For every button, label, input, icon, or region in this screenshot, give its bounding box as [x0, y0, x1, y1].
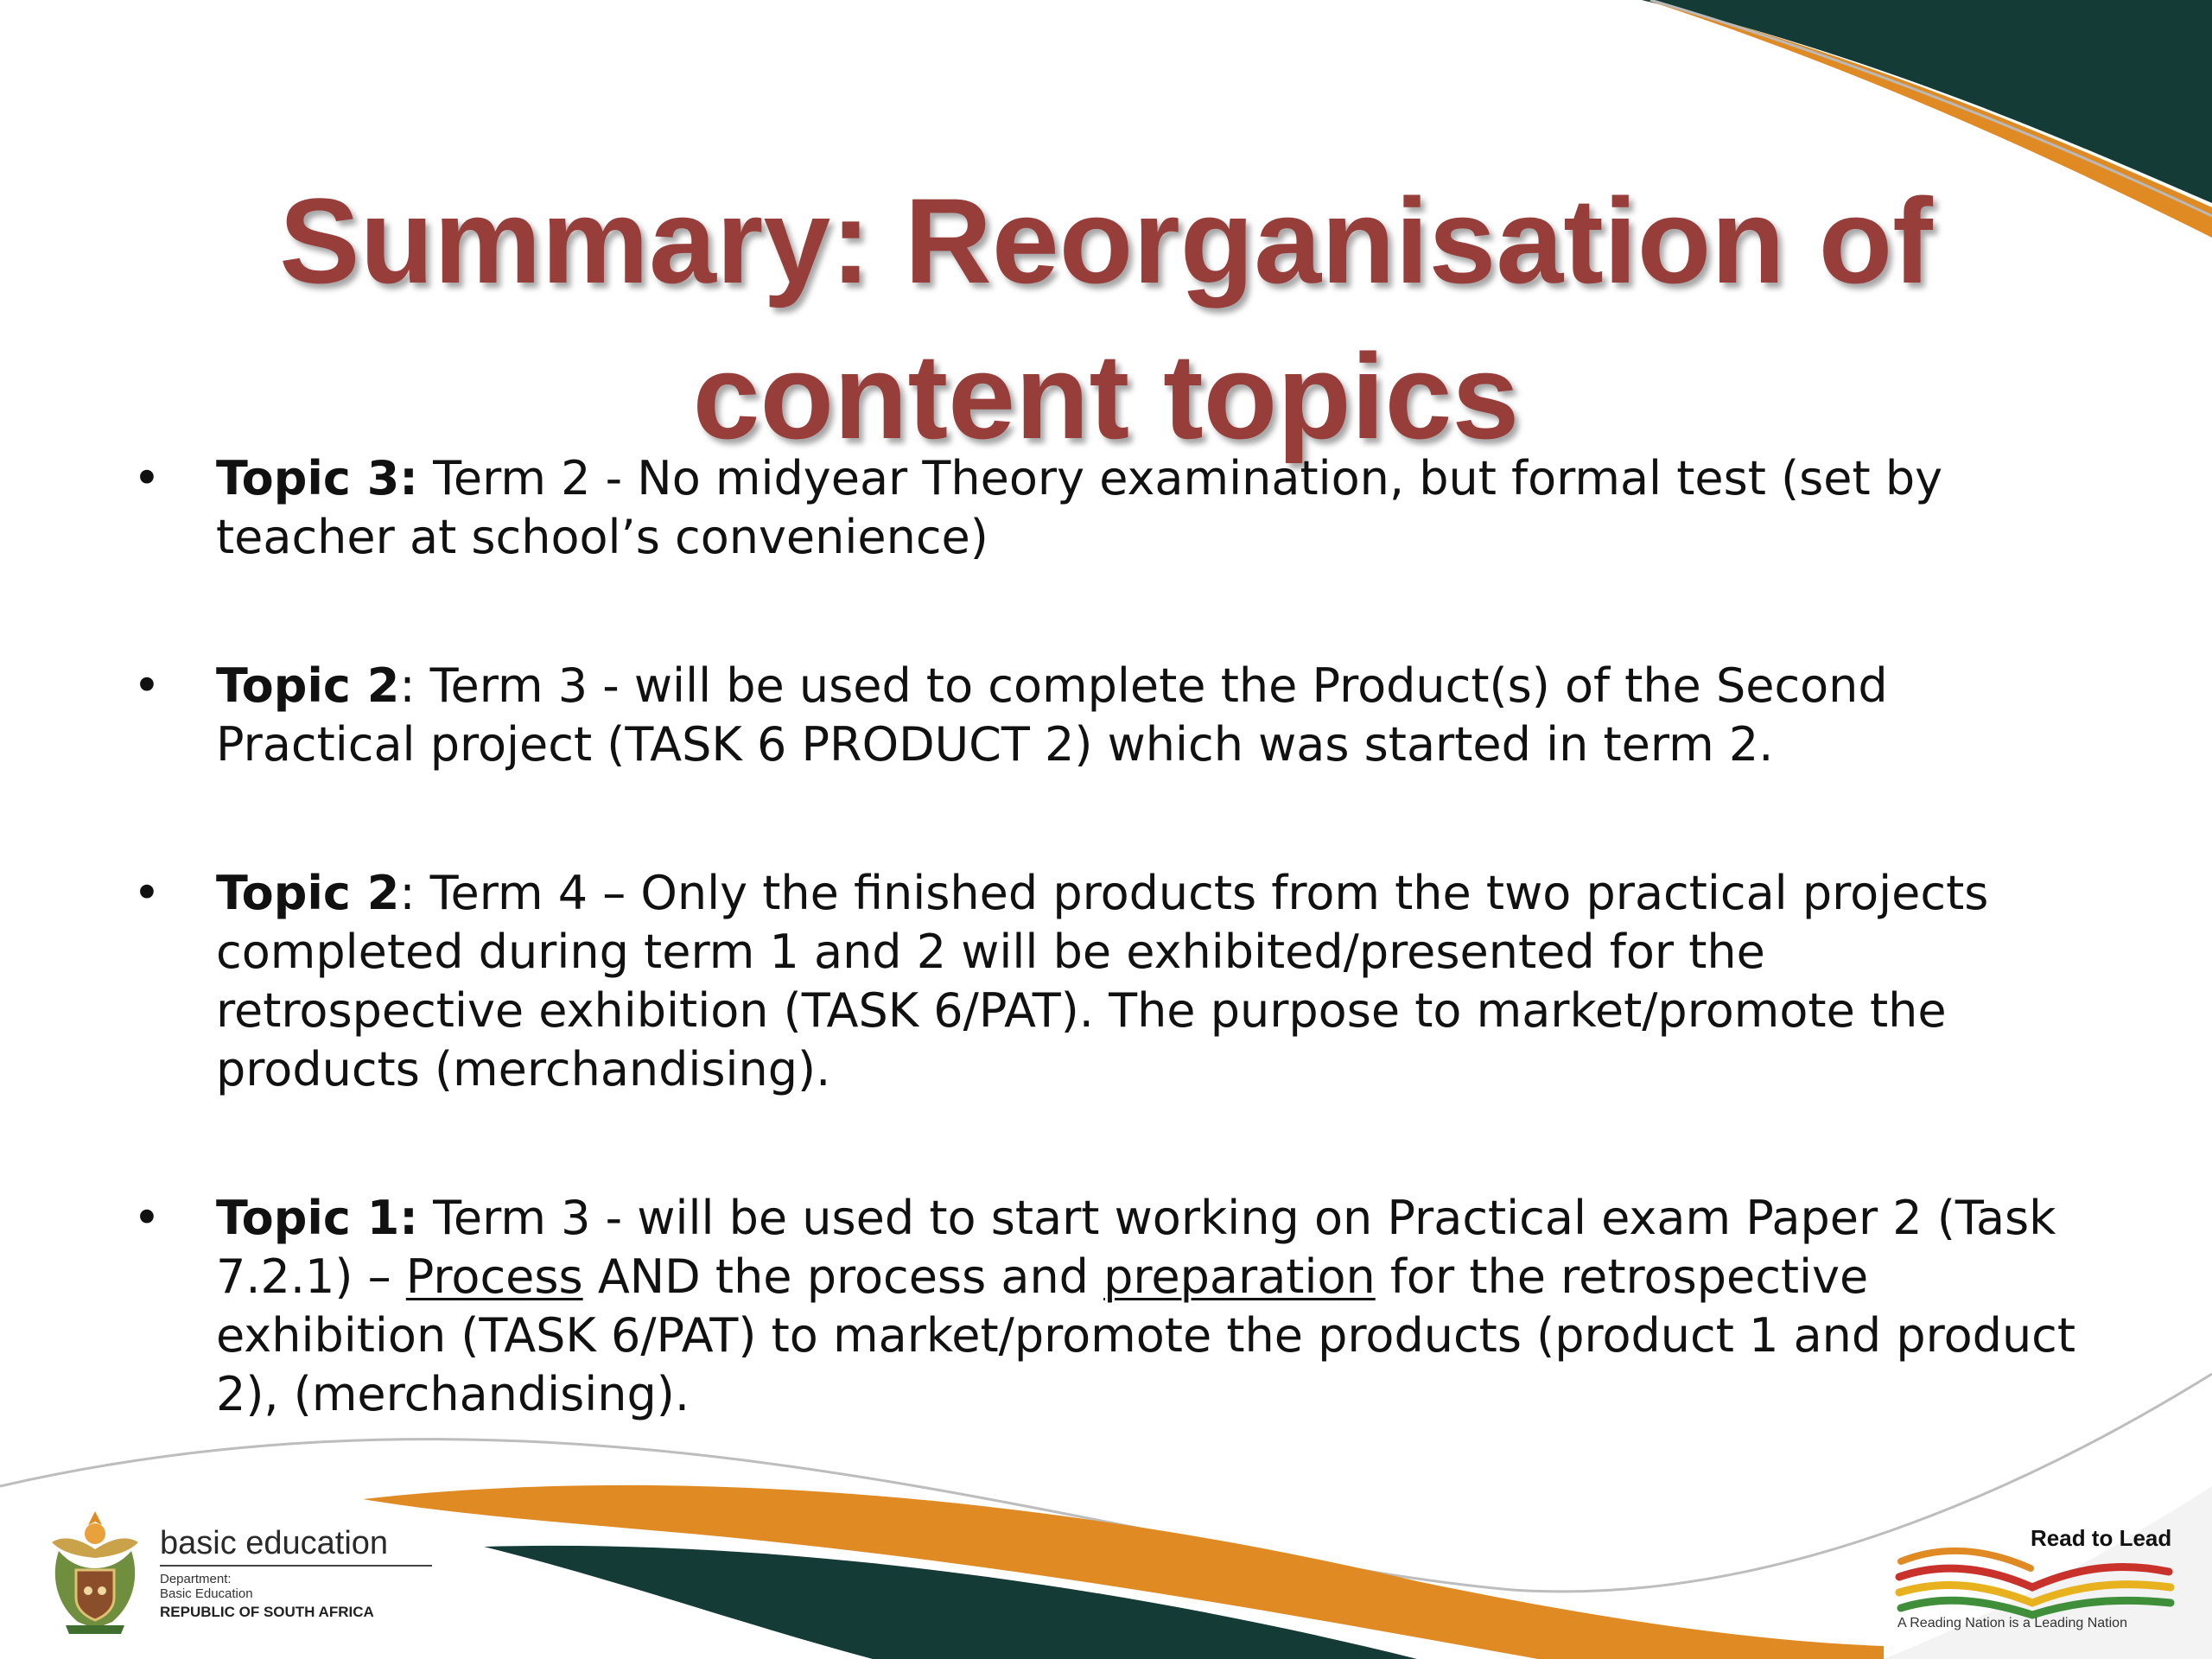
- department-line-1: Department:: [160, 1572, 232, 1586]
- bullet-text: : Term 4 – Only the finished products from the two practical projects completed during term 1 and 2 will be exhibited/presented for the retrospective exhibition (TASK 6/PAT). The purpose to market/promote the products (merchandising).: [216, 866, 1989, 1096]
- bullet-label: Topic 3:: [216, 451, 418, 505]
- divider: [160, 1565, 432, 1567]
- bullet-topic-2-term-4: [130, 864, 2082, 1099]
- read-to-lead-logo: [1892, 1508, 2186, 1637]
- bullet-label: Topic 1:: [216, 1191, 418, 1245]
- title-line-2: content topics: [692, 327, 1520, 464]
- country-name: REPUBLIC OF SOUTH AFRICA: [160, 1604, 374, 1620]
- department-line-2: Basic Education: [160, 1586, 253, 1601]
- slide-title: [173, 163, 2039, 474]
- bullet-topic-3-term-2: [130, 449, 2082, 567]
- department-lines: [160, 1572, 253, 1601]
- bullet-text: Term 3 - will be used to start working on Practical exam Paper 2 (Task 7.2.1) –: [216, 1191, 2056, 1304]
- bullet-text: : Term 3 - will be used to complete the Product(s) of the Second Practical project (TASK 6 PRODUCT 2) which was started in term 2.: [216, 658, 1888, 772]
- coat-of-arms-icon: [43, 1508, 147, 1637]
- bullet-label: Topic 2: [216, 658, 400, 713]
- read-to-lead-name: Read to Lead: [2031, 1525, 2172, 1551]
- bullet-text: for the retrospective exhibition (TASK 6/PAT) to market/promote the products (product 1 and product 2), (merchandising).: [216, 1249, 2076, 1421]
- bullet-list: [130, 449, 2082, 1514]
- bullet-topic-2-term-3: [130, 657, 2082, 774]
- basic-education-logo: [43, 1508, 406, 1637]
- bullet-text: AND the process and: [582, 1249, 1104, 1304]
- underlined-process: Process: [405, 1249, 583, 1304]
- read-to-lead-tagline: A Reading Nation is a Leading Nation: [1897, 1616, 2127, 1630]
- title-line-1: Summary: Reorganisation of: [279, 172, 1933, 308]
- bullet-topic-1-term-3: [130, 1189, 2082, 1424]
- bullet-label: Topic 2: [216, 866, 400, 920]
- underlined-preparation: preparation: [1103, 1249, 1376, 1304]
- basic-education-name: basic education: [160, 1525, 389, 1561]
- bullet-text: Term 2 - No midyear Theory examination, but formal test (set by teacher at school’s convenience): [216, 451, 1943, 564]
